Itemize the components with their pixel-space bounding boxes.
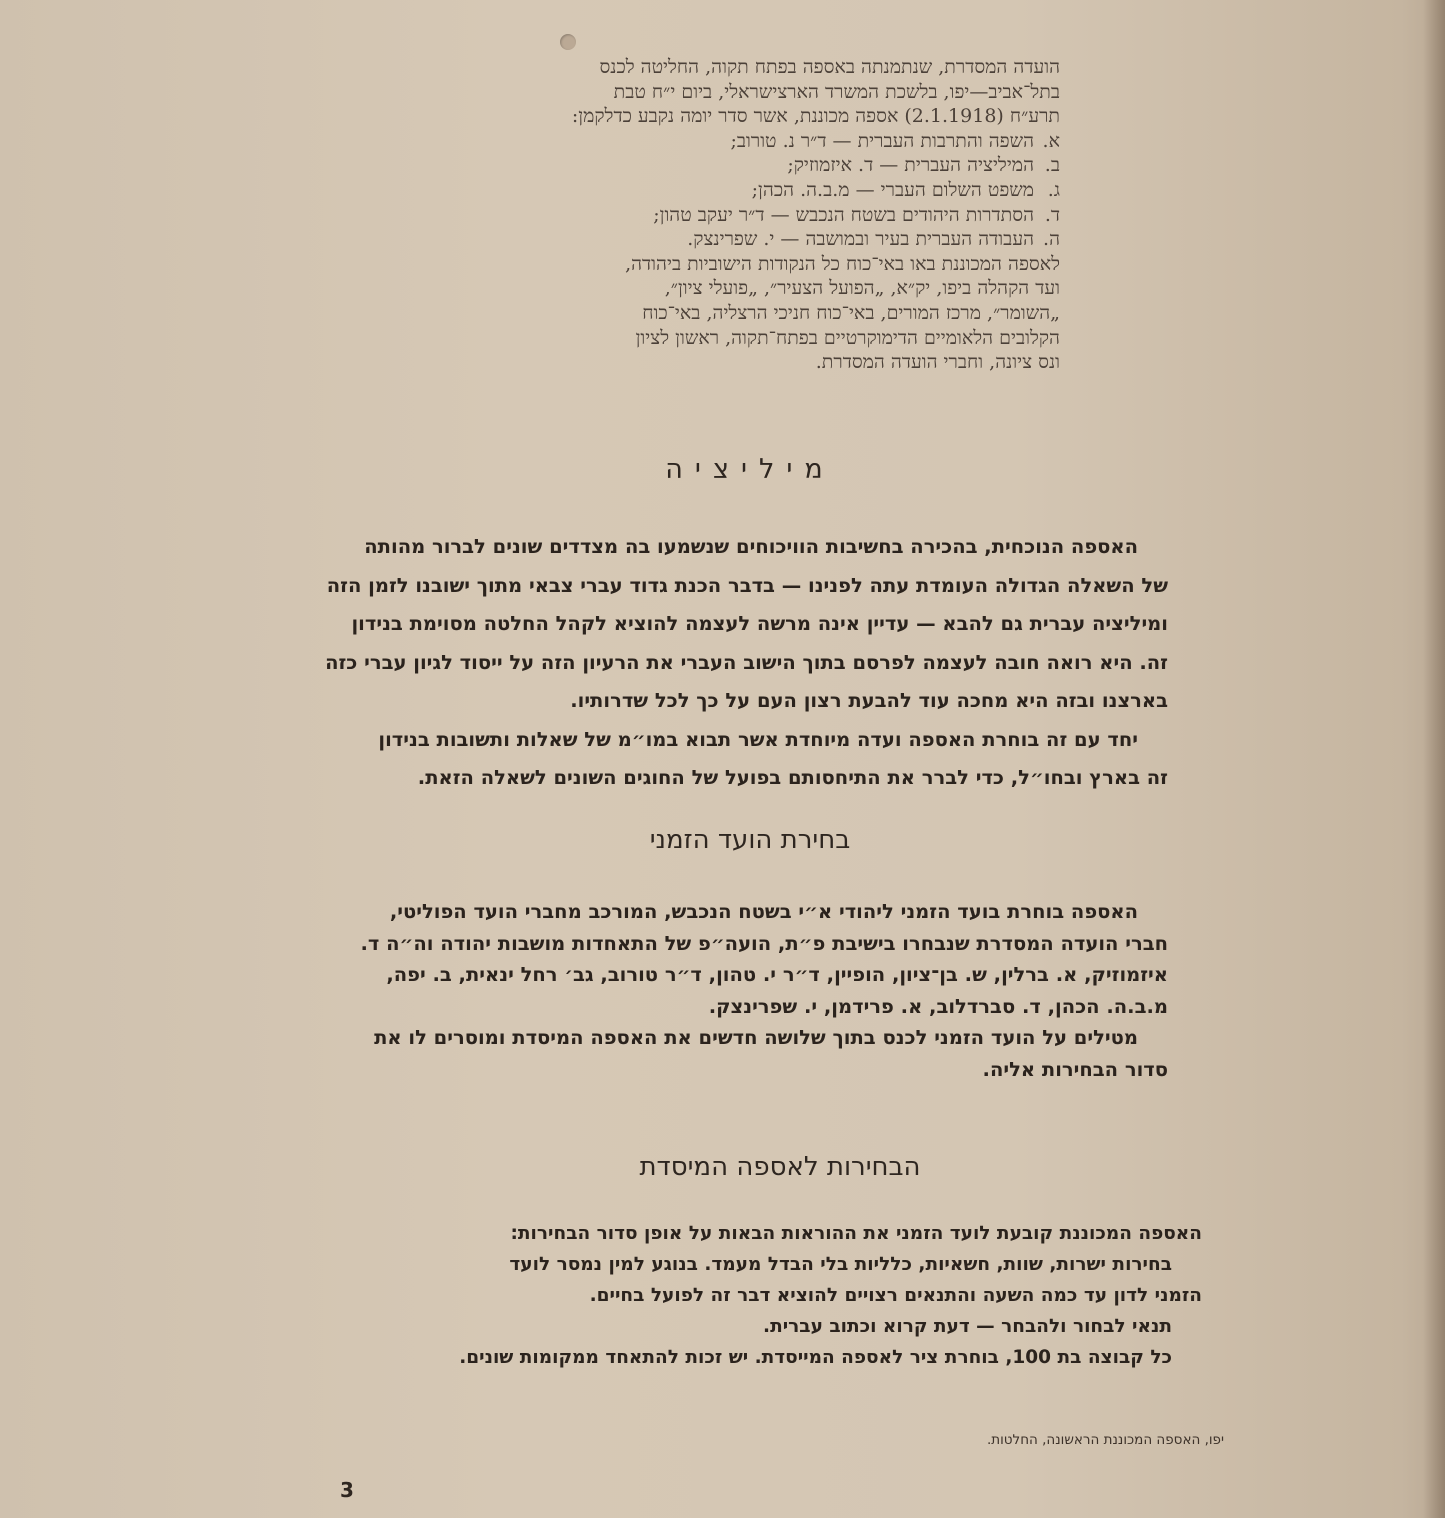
intro-closing-line: הקלובים הלאומיים הדימוקרטיים בפתח־תקוה, ראשון לציון: [635, 326, 1060, 349]
intro-closing-line: לאספה המכוננת באו באי־כוח כל הנקודות הישוביות ביהודה,: [625, 252, 1060, 275]
intro-closing-line: ועד הקהלה ביפו, יק״א, „הפועל הצעיר״, „פועלי ציון״,: [664, 277, 1060, 300]
intro-closing-line: „השומר״, מרכז המורים, באי־כוח חניכי הרצליה, באי־כוח: [642, 301, 1060, 324]
body-line: מ.ב.ה. הכהן, ד. סברדלוב, א. פרידמן, י. שפרינצק.: [708, 994, 1168, 1018]
agenda-letter: ב.: [1044, 154, 1060, 177]
body-line: הזמני לדון עד כמה השעה והתנאים רצויים להוציא דבר זה לפועל בחיים.: [589, 1285, 1202, 1306]
section-heading-council: בחירת הועד הזמני: [649, 825, 851, 855]
body-line: של השאלה הגדולה העומדת עתה לפנינו — בדבר הכנת גדוד עברי צבאי מתוך ישובנו לזמן הזה: [326, 573, 1168, 597]
intro-line: תרע״ח (2.1.1918) אספה מכוננת, אשר סדר יומה נקבע כדלקמן:: [571, 105, 1060, 128]
agenda-item: [332, 203, 1060, 228]
body-line: בארצנו ובזה היא מחכה עוד להבעת רצון העם על כך לכל שדרותיו.: [570, 689, 1168, 712]
intro-closing-line: ונס ציונה, וחברי הועדה המסדרת.: [815, 351, 1060, 374]
agenda-item: [332, 178, 1060, 203]
intro-line: בתל־אביב—יפו, בלשכת המשרד הארצישראלי, ביום י״ח טבת: [613, 80, 1060, 103]
body-line: האספה הנוכחית, בהכירה בחשיבות הוויכוחים שנשמעו בה מצדדים שונים לברור מהותה: [364, 535, 1138, 558]
agenda-item: [332, 129, 1060, 154]
body-line: תנאי לבחור ולהבחר — דעת קרוא וכתוב עברית.: [763, 1316, 1172, 1337]
body-line: מטילים על הועד הזמני לכנס בתוך שלושה חדשים את האספה המיסדת ומוסרים לו את: [374, 1026, 1138, 1049]
section-heading-militia: מיליציה: [665, 454, 835, 485]
agenda-letter: ג.: [1047, 178, 1060, 201]
body-line: כל קבוצה בת 100, בוחרת ציר לאספה המייסדת. יש זכות להתאחד ממקומות שונים.: [459, 1347, 1172, 1368]
agenda-letter: ד.: [1044, 203, 1060, 226]
body-line: בחירות ישרות, שוות, חשאיות, כלליות בלי הבדל מעמד. בנוגע למין נמסר לועד: [509, 1254, 1172, 1275]
body-line: איזמוזיק, א. ברלין, ש. בן־ציון, הופיין, ד״ר י. טהון, ד״ר טורוב, גב׳ רחל ינאית, ב. יפה,: [386, 963, 1168, 986]
agenda-letter: ה.: [1043, 228, 1060, 251]
section-body-council: [332, 896, 1168, 1085]
section-body-elections: [348, 1218, 1202, 1373]
body-line: סדור הבחירות אליה.: [982, 1057, 1168, 1081]
agenda-letter: א.: [1042, 129, 1060, 152]
footer-caption: יפו, האספה המכוננת הראשונה, החלטות.: [986, 1432, 1224, 1448]
agenda-text: העבודה העברית בעיר ובמושבה — י. שפרינצק.: [687, 228, 1034, 251]
intro-line: הועדה המסדרת, שנתמנתה באספה בפתח תקוה, החליטה לכנס: [599, 56, 1060, 78]
punch-hole: [560, 34, 576, 50]
section-body-militia: [325, 528, 1168, 798]
body-line: זה. היא רואה חובה לעצמה לפרסם בתוך הישוב העברי את הרעיון הזה על ייסוד לגיון עברי כזה: [325, 650, 1168, 674]
page-edge-shadow: [1423, 0, 1445, 1518]
agenda-item: [332, 227, 1060, 252]
body-line: זה בארץ ובחו״ל, כדי לברר את התיחסותם בפועל של החוגים השונים לשאלה הזאת.: [417, 766, 1168, 789]
agenda-text: המיליציה העברית — ד. איזמוזיק;: [787, 154, 1034, 177]
agenda-text: הסתדרות היהודים בשטח הנכבש — ד״ר יעקב טהון;: [653, 203, 1034, 226]
page-number: 3: [340, 1478, 354, 1502]
section-heading-elections: הבחירות לאספה המיסדת: [639, 1152, 921, 1182]
agenda-text: השפה והתרבות העברית — ד״ר נ. טורוב;: [730, 129, 1034, 152]
body-line: חברי הועדה המסדרת שנבחרו בישיבת פ״ת, הועה״פ של התאחדות מושבות יהודה וה״ה ד.: [360, 931, 1168, 955]
agenda-text: משפט השלום העברי — מ.ב.ה. הכהן;: [751, 178, 1034, 201]
body-line: האספה המכוננת קובעת לועד הזמני את ההוראות הבאות על אופן סדור הבחירות:: [510, 1223, 1202, 1244]
body-line: ומיליציה עברית גם להבא — עדיין אינה מרשה לעצמה להוציא לקהל החלטה מסוימת בנידון: [351, 612, 1168, 635]
body-line: יחד עם זה בוחרת האספה ועדה מיוחדת אשר תבוא במו״מ של שאלות ותשובות בנידון: [378, 727, 1138, 751]
agenda-item: [332, 153, 1060, 178]
intro-block: [332, 55, 1060, 375]
body-line: האספה בוחרת בועד הזמני ליהודי א״י בשטח הנכבש, המורכב מחברי הועד הפוליטי,: [389, 900, 1138, 923]
